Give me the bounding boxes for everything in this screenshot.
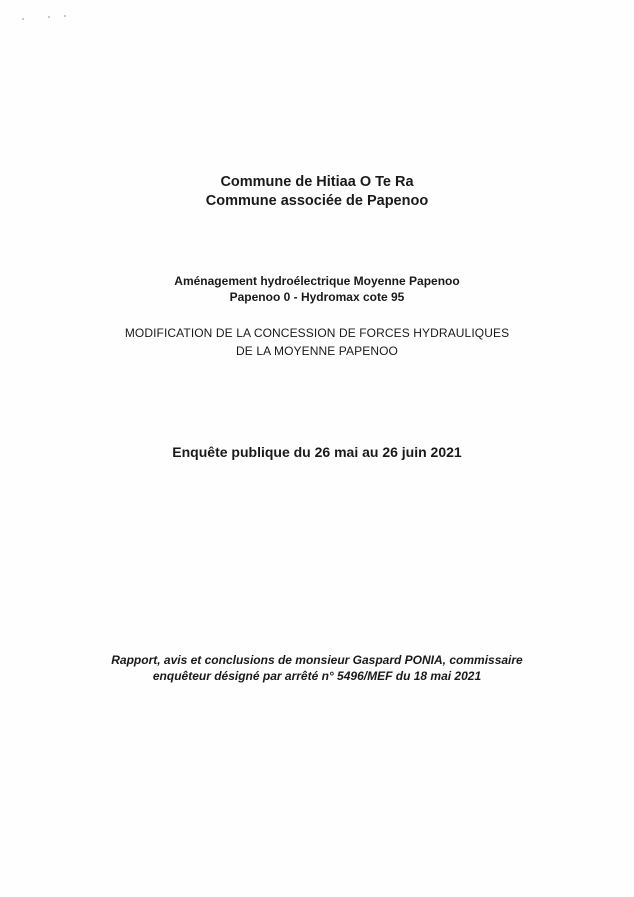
enquete-dates: Enquête publique du 26 mai au 26 juin 2021 [172, 444, 462, 460]
subject-line-1: MODIFICATION DE LA CONCESSION DE FORCES HYDRAULIQUES [124, 326, 510, 340]
scan-speck [64, 15, 66, 17]
commune-title: Commune de Hitiaa O Te Ra [220, 174, 414, 190]
scan-speck [48, 16, 50, 18]
subject-line-2: DE LA MOYENNE PAPENOO [236, 344, 398, 358]
commune-associee-title: Commune associée de Papenoo [205, 193, 429, 209]
sites-subtitle: Papenoo 0 - Hydromax cote 95 [229, 290, 405, 304]
rapport-line-1: Rapport, avis et conclusions de monsieur Gaspard PONIA, commissaire [111, 653, 523, 667]
rapport-line-2: enquêteur désigné par arrêté n° 5496/MEF du 18 mai 2021 [152, 669, 482, 683]
scan-speck [22, 18, 24, 20]
amenagement-title: Aménagement hydroélectrique Moyenne Papenoo [174, 274, 460, 288]
